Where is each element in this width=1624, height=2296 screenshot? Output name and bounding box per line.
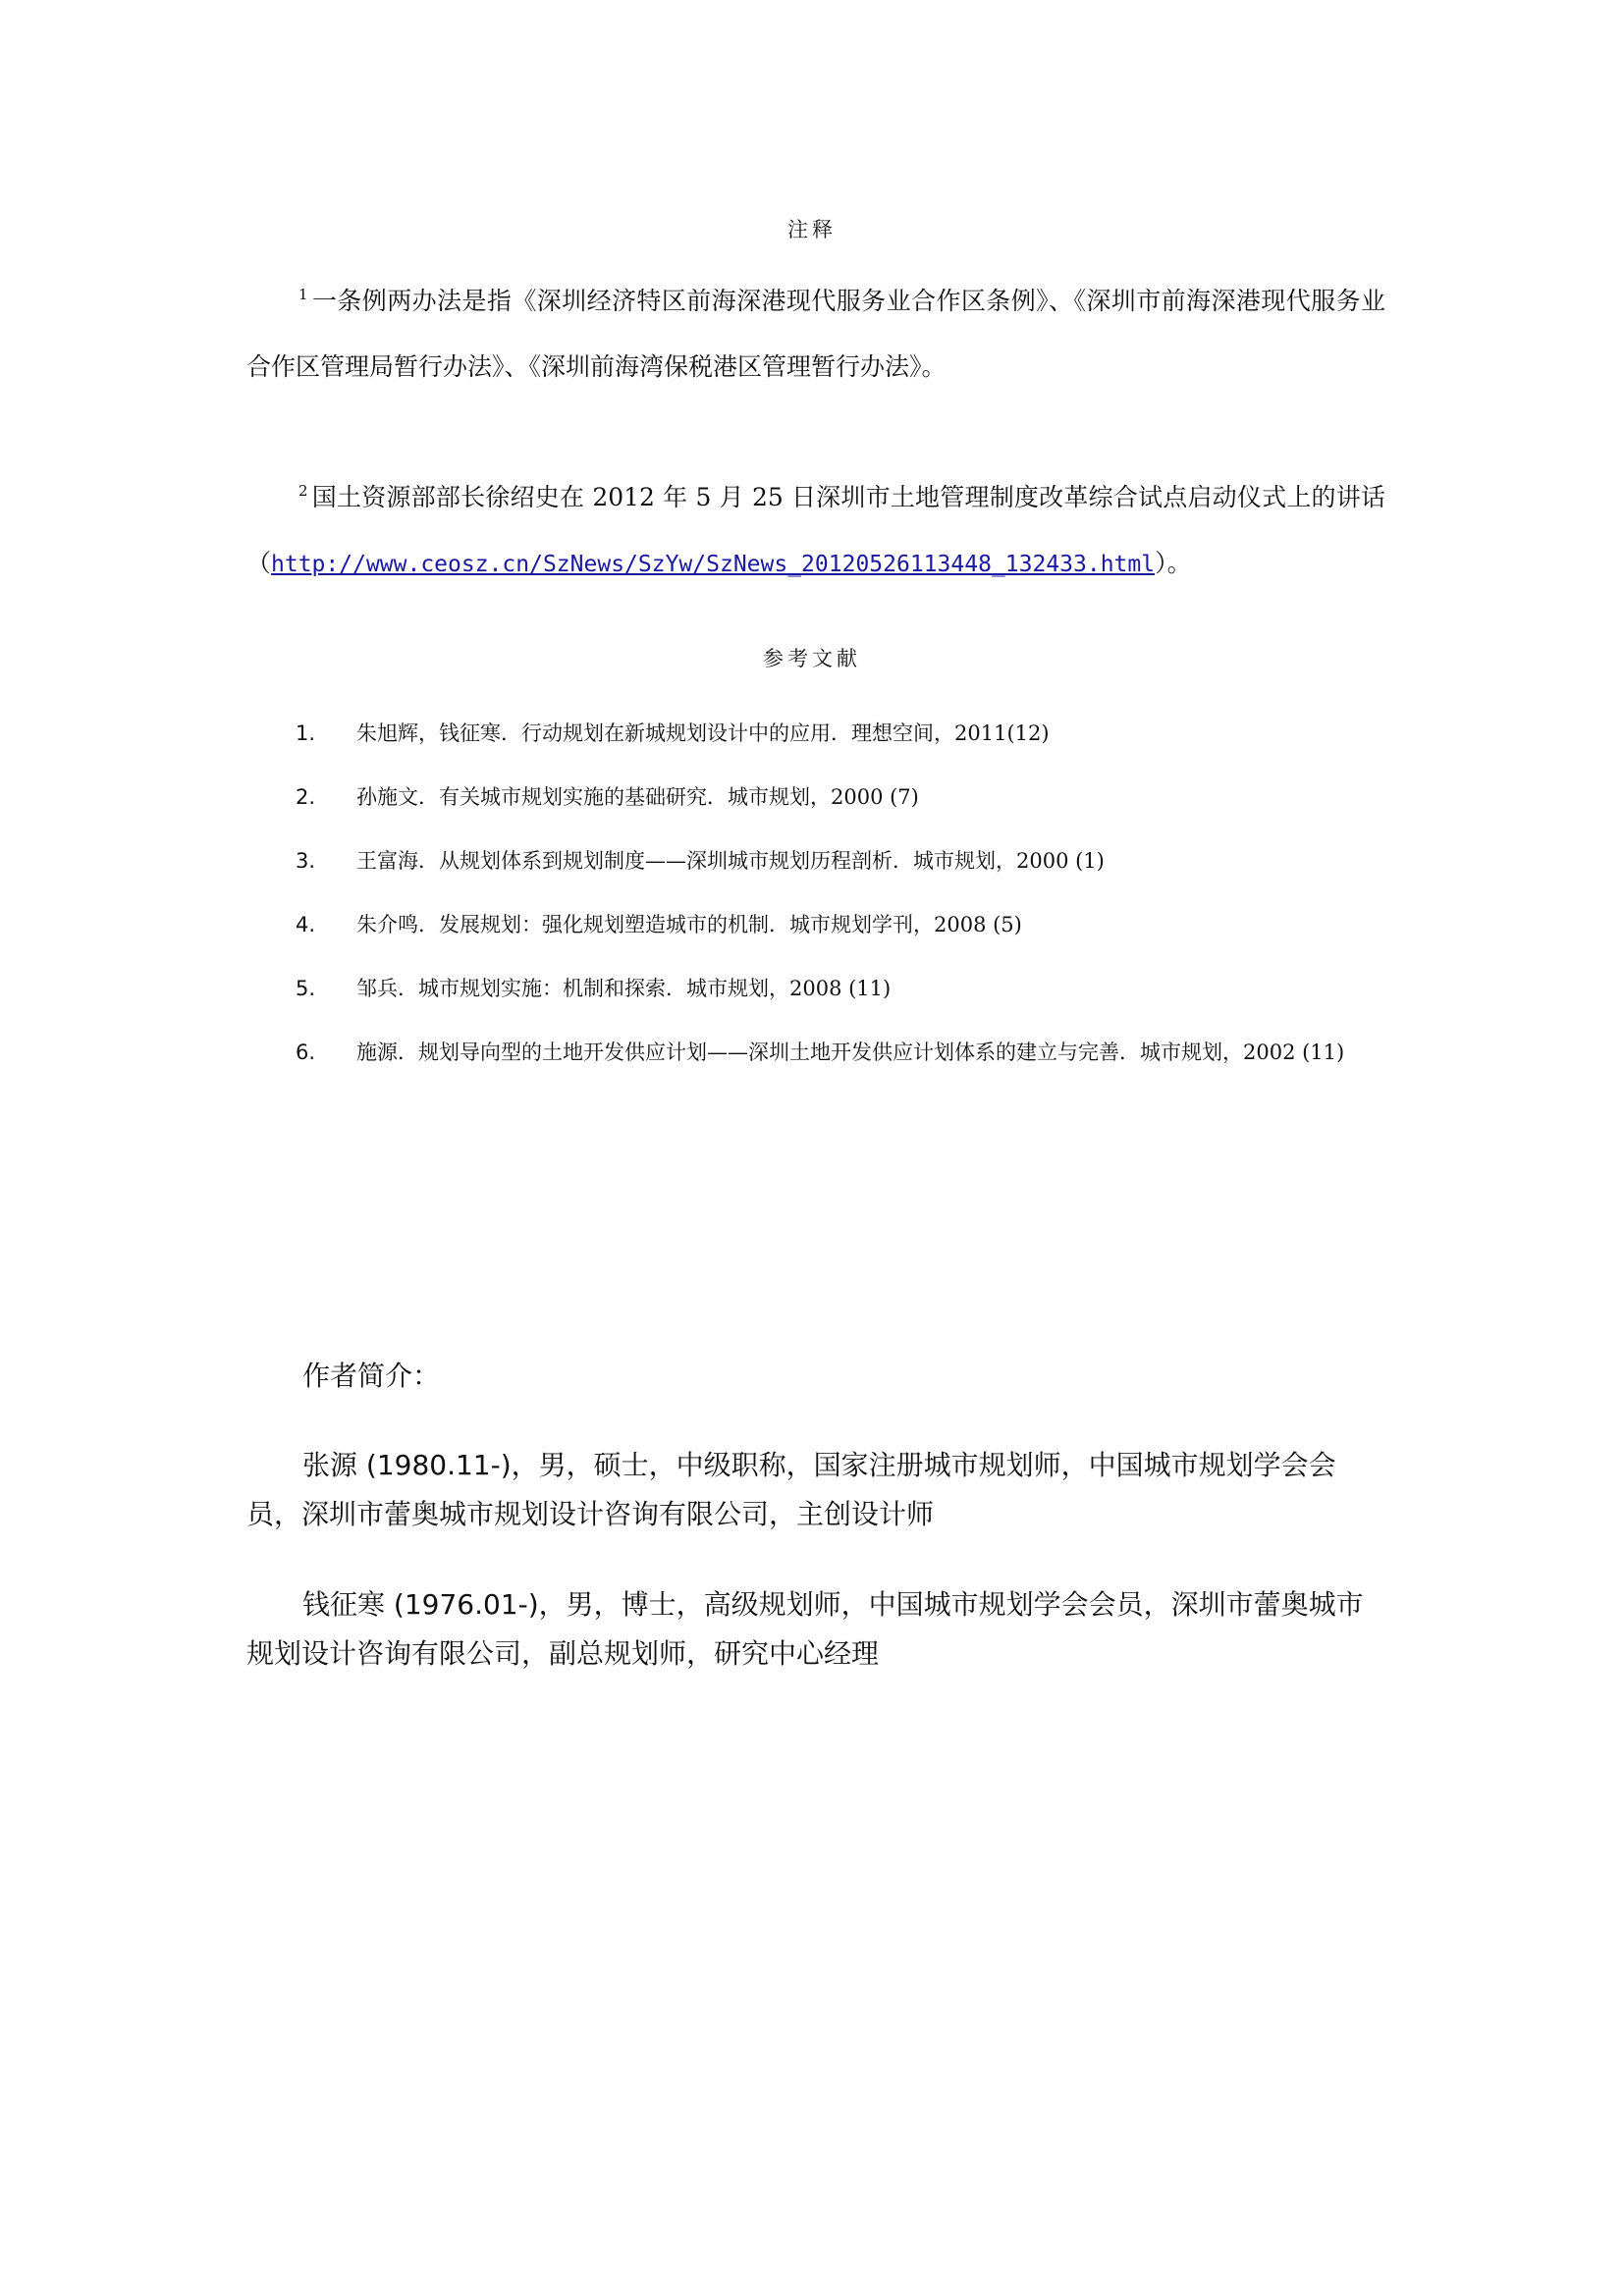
reference-item <box>246 957 1385 1021</box>
reference-item <box>246 766 1385 829</box>
reference-item <box>246 1021 1385 1085</box>
authors-heading: 作者简介： <box>302 1360 441 1392</box>
footnote-marker: 1 <box>298 286 308 303</box>
footnote-2 <box>246 458 1385 598</box>
references-title: 参考文献 <box>763 647 861 670</box>
author-bio-qian: 钱征寒 (1976.01-)，男，博士，高级规划师，中国城市规划学会会员，深圳市蕾奥城市规划设计咨询有限公司，副总规划师，研究中心经理 <box>246 1588 1364 1670</box>
reference-number: 6. <box>296 1041 316 1064</box>
reference-text: 孙施文．有关城市规划实施的基础研究．城市规划，2000 (7) <box>356 785 919 809</box>
reference-text: 朱介鸣．发展规划：强化规划塑造城市的机制．城市规划学刊，2008 (5) <box>356 913 1022 936</box>
reference-text: 朱旭辉，钱征寒．行动规划在新城规划设计中的应用．理想空间，2011(12) <box>356 721 1050 745</box>
reference-item <box>246 702 1385 766</box>
footnote-text: 一条例两办法是指《深圳经济特区前海深港现代服务业合作区条例》、《深圳市前海深港现代服务业合作区管理局暂行办法》、《深圳前海湾保税港区管理暂行办法》。 <box>246 287 1385 381</box>
reference-text: 王富海．从规划体系到规划制度——深圳城市规划历程剖析．城市规划，2000 (1) <box>356 849 1105 873</box>
reference-number: 1. <box>296 721 316 745</box>
footnote-marker: 2 <box>298 482 308 500</box>
footnote-text: 国土资源部部长徐绍史在 2012 年 5 月 25 日深圳市土地管理制度改革综合试点启动仪式上的讲话（ <box>246 483 1385 577</box>
reference-number: 5. <box>296 977 316 1000</box>
reference-number: 3. <box>296 849 316 873</box>
reference-number: 4. <box>296 913 316 936</box>
reference-item <box>246 893 1385 957</box>
author-bio-zhang: 张源 (1980.11-)，男，硕士，中级职称，国家注册城市规划师，中国城市规划学会会员，深圳市蕾奥城市规划设计咨询有限公司，主创设计师 <box>246 1449 1336 1530</box>
reference-text: 施源．规划导向型的土地开发供应计划——深圳土地开发供应计划体系的建立与完善．城市规划，2002 (11) <box>356 1041 1345 1064</box>
reference-item <box>246 829 1385 893</box>
reference-list <box>246 702 1385 1085</box>
source-link[interactable]: http://www.ceosz.cn/SzNews/SzYw/SzNews_20120526113448_132433.html <box>271 552 1156 577</box>
footnote-text-end: ）。 <box>1155 549 1192 577</box>
notes-title: 注释 <box>787 218 837 241</box>
reference-number: 2. <box>296 785 316 809</box>
footnote-1 <box>246 262 1385 400</box>
reference-text: 邹兵．城市规划实施：机制和探索．城市规划，2008 (11) <box>356 977 892 1000</box>
